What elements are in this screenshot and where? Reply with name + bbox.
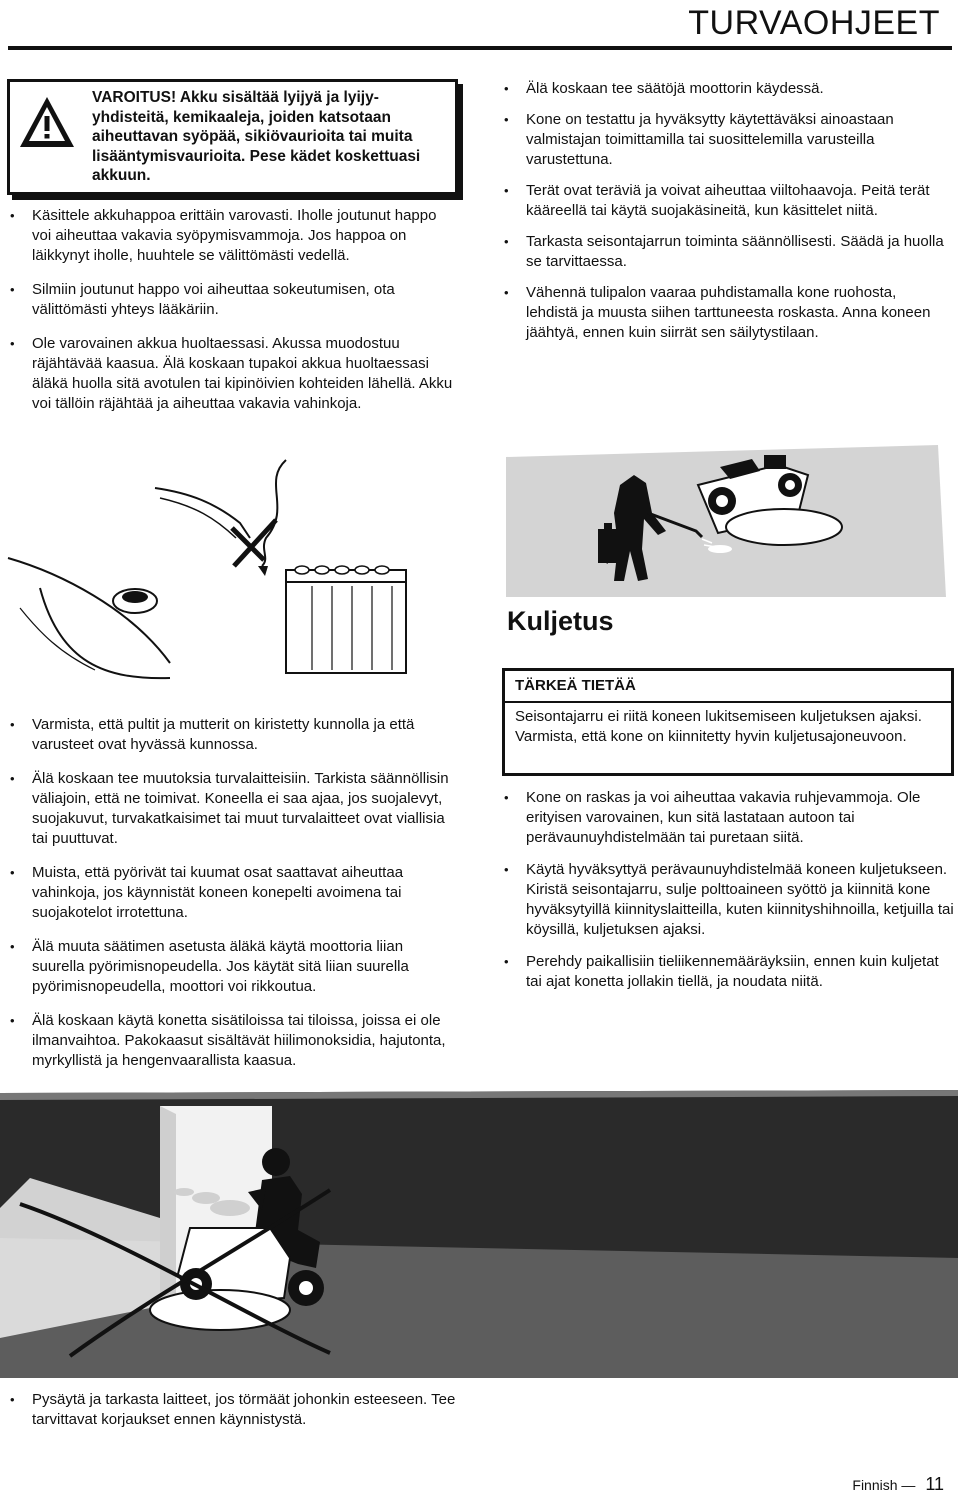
list-item: • Käytä hyväksyttyä perävaunuyhdistelmää koneen kuljetukseen. Kiristä seisontajarru, sulje polttoaineen syöttö ja kiinnitä kone hyväksytyillä kiinnityslaitteilla, kuten kiinnityshihnoilla, ketjuilla tai köysillä, kuljetuksen ajaksi. [502, 860, 954, 940]
page-title: TURVAOHJEET [688, 4, 940, 42]
list-item: • Älä koskaan tee muutoksia turvalaitteisiin. Tarkista säännöllisin väliajoin, että ne toimivat. Koneella ei saa ajaa, jos suojalevyt, suojakuvut, turvakatkaisimet tai muut turvalaitteet ovat viallisia tai puuttuvat. [8, 769, 456, 849]
page-number: 11 [925, 1474, 944, 1494]
list-item: • Varmista, että pultit ja mutterit on kiristetty kunnolla ja että varusteet ovat hyvässä kunnossa. [8, 715, 456, 755]
battery-safety-list [8, 206, 456, 428]
list-item: • Älä koskaan käytä konetta sisätiloissa tai tiloissa, joissa ei ole ilmanvaihtoa. Pakokaasut sisältävät hiilimonoksidia, hajutonta, myrkyllistä ja hengenvaarallista kaasua. [8, 1011, 456, 1071]
no-indoor-operation-illustration [0, 1088, 958, 1378]
warning-text: VAROITUS! Akku sisältää lyijyä ja lyijy-yhdisteitä, kemikaaleja, joiden katsotaan aiheuttavan syöpää, sikiövaurioita tai muita lisääntymisvaurioita. Pese kädet koskettuasi akkuun. [92, 89, 421, 184]
transport-safety-list [502, 788, 954, 1004]
warning-triangle-icon [18, 94, 76, 150]
list-item: • Ole varovainen akkua huoltaessasi. Akussa muodostuu räjähtävää kaasua. Älä koskaan tupakoi akkua huoltaessasi äläkä huolla sitä avotulen tai kipinöivien kohteiden lähellä. Akku voi tällöin räjähtää ja aiheuttaa vakavia vahinkoja. [8, 334, 456, 414]
maintenance-safety-list [502, 79, 952, 354]
info-box-text: Seisontajarru ei riitä koneen lukitsemiseen kuljetuksen ajaksi. Varmista, että kone on kiinnitetty hyvin kuljetusajoneuvoon. [515, 708, 922, 745]
list-item: • Vähennä tulipalon vaaraa puhdistamalla kone ruohosta, lehdistä ja muusta siihen tarttuneesta roskasta. Anna koneen jäähtyä, ennen kuin siirrät sen säilytystilaan. [502, 283, 952, 343]
list-item: • Kone on raskas ja voi aiheuttaa vakavia ruhjevammoja. Ole erityisen varovainen, kun sitä lastataan autoon tai perävaunuyhdistelmään tai puretaan siitä. [502, 788, 954, 848]
info-box-title: TÄRKEÄ TIETÄÄ [505, 671, 951, 703]
list-item: • Pysäytä ja tarkasta laitteet, jos törmäät johonkin esteeseen. Tee tarvittavat korjaukset ennen käynnistystä. [8, 1390, 464, 1430]
list-item: • Älä koskaan tee säätöjä moottorin käydessä. [502, 79, 952, 99]
header-rule [8, 46, 952, 50]
list-item: • Perehdy paikallisiin tieliikennemääräyksiin, ennen kuin kuljetat tai ajat konetta jollakin tiellä, ja noudata niitä. [502, 952, 954, 992]
battery-no-smoking-illustration [0, 458, 470, 680]
list-item: • Kone on testattu ja hyväksytty käytettäväksi ainoastaan valmistajan toimittamilla tai suosittelemilla varusteilla varustettuna. [502, 110, 952, 170]
list-item: • Tarkasta seisontajarrun toiminta säännöllisesti. Säädä ja huolla se tarvittaessa. [502, 232, 952, 272]
important-info-box [502, 668, 954, 776]
section-heading: Kuljetus [507, 606, 614, 636]
footer-separator: — [901, 1477, 916, 1493]
warning-box [7, 79, 458, 195]
list-item: • Älä muuta säätimen asetusta äläkä käytä moottoria liian suurella pyörimisnopeudella. Jos käytät sitä liian suurella pyörimisnopeudella, moottori voi rikkoutua. [8, 937, 456, 997]
list-item: • Käsittele akkuhappoa erittäin varovasti. Iholle joutunut happo voi aiheuttaa vakavia syöpymisvammoja. Jos happoa on läikkynyt iholle, huuhtele se välittömästi vedellä. [8, 206, 456, 266]
general-safety-list [8, 715, 456, 1085]
list-item: • Muista, että pyörivät tai kuumat osat saattavat aiheuttaa vahinkoja, jos käynnistät koneen konepelti avoimena tai suojakotelot irrotettuna. [8, 863, 456, 923]
list-item: • Silmiin joutunut happo voi aiheuttaa sokeutumisen, ota välittömästi yhteys lääkäriin. [8, 280, 456, 320]
collision-safety-list [8, 1390, 464, 1430]
list-item: • Terät ovat teräviä ja voivat aiheuttaa viiltohaavoja. Peitä terät kääreellä tai käytä suojakäsineitä, kun käsittelet niitä. [502, 181, 952, 221]
mower-cleaning-illustration [498, 445, 948, 597]
footer-language: Finnish [852, 1477, 898, 1493]
